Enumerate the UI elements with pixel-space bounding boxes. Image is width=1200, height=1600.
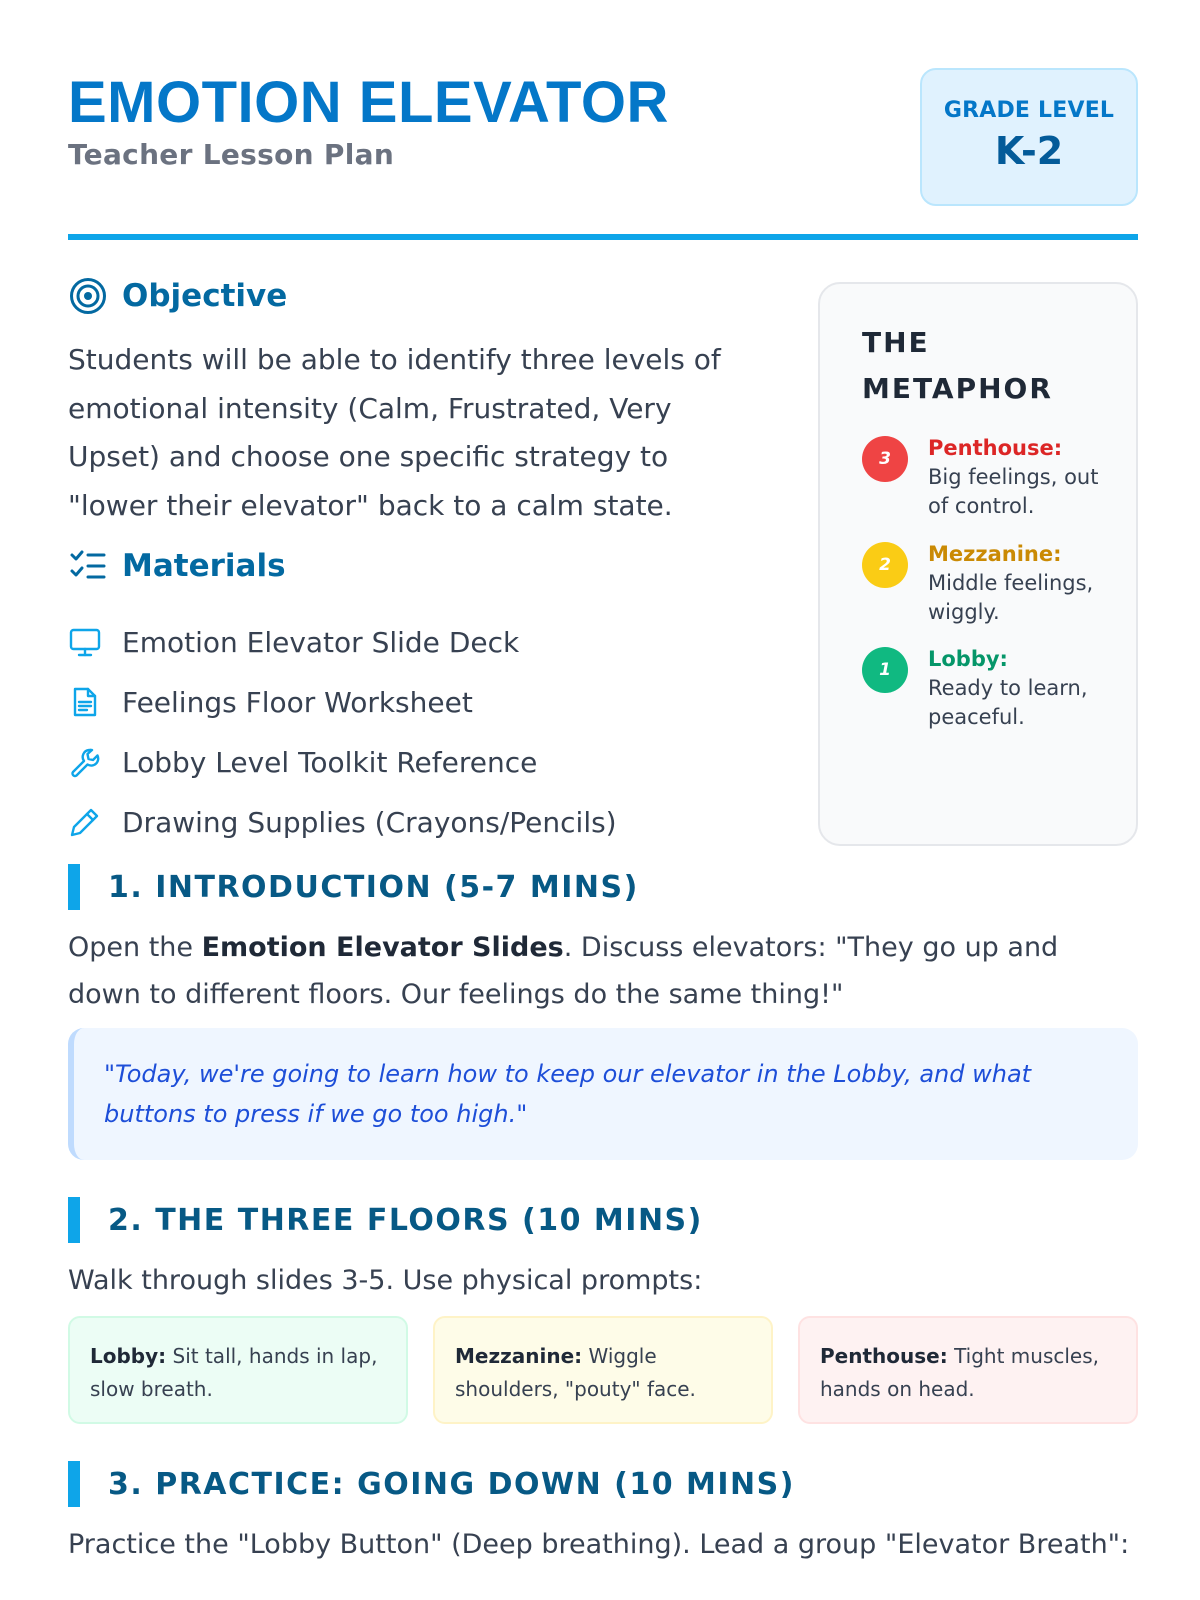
- monitor-icon: [68, 625, 102, 659]
- grade-level-value: K-2: [994, 129, 1064, 173]
- prompt-text: Sit tall, hands in lap, slow breath.: [90, 1344, 378, 1401]
- floor-number-badge: 1: [862, 647, 908, 693]
- floor-name: Penthouse:: [928, 436, 1063, 460]
- page-subtitle: Teacher Lesson Plan: [68, 138, 395, 171]
- section-heading-practice: [68, 1461, 795, 1507]
- prompt-card-lobby: [68, 1316, 408, 1424]
- material-label: Lobby Level Toolkit Reference: [122, 745, 538, 779]
- document-icon: [68, 685, 102, 719]
- prompt-label: Lobby:: [90, 1344, 167, 1368]
- metaphor-title: THE METAPHOR: [862, 326, 1053, 405]
- intro-text-start: Open the: [68, 932, 202, 963]
- three-floors-text: Walk through slides 3-5. Use physical prompts:: [68, 1265, 703, 1296]
- list-item: [68, 672, 758, 732]
- floor-description: Big feelings, out of control.: [928, 465, 1099, 518]
- floor-description: Middle feelings, wiggly.: [928, 571, 1094, 624]
- material-label: Feelings Floor Worksheet: [122, 685, 473, 719]
- floor-name: Mezzanine:: [928, 542, 1062, 566]
- introduction-text: [68, 924, 1138, 1018]
- floor-penthouse: [862, 434, 1112, 521]
- wrench-icon: [68, 745, 102, 779]
- list-item: [68, 792, 758, 852]
- intro-text-bold: Emotion Elevator Slides: [201, 932, 564, 963]
- section-title: 3. PRACTICE: GOING DOWN (10 MINS): [108, 1466, 795, 1502]
- floor-description: Ready to learn, peaceful.: [928, 676, 1088, 729]
- floor-text: [928, 434, 1112, 521]
- section-accent-bar: [68, 1197, 80, 1243]
- intro-text-end: . Discuss elevators: "They go up and down to different floors. Our feelings do the same thing!": [68, 932, 1059, 1010]
- prompt-card-penthouse: [798, 1316, 1138, 1424]
- materials-heading: [68, 546, 286, 586]
- physical-prompts: [68, 1316, 1138, 1424]
- practice-text: Practice the "Lobby Button" (Deep breathing). Lead a group "Elevator Breath":: [68, 1529, 1130, 1560]
- metaphor-card: [818, 282, 1138, 846]
- list-item: [68, 612, 758, 672]
- section-title: 2. THE THREE FLOORS (10 MINS): [108, 1202, 703, 1238]
- grade-level-badge: [920, 68, 1138, 206]
- floor-text: [928, 540, 1112, 627]
- page-title: EMOTION ELEVATOR: [68, 70, 669, 135]
- objective-text: Students will be able to identify three levels of emotional intensity (Calm, Frustrated, Very Upset) and choose one specific strategy to "lower their elevator" back to a calm state.: [68, 343, 721, 522]
- pencil-icon: [68, 805, 102, 839]
- target-icon: [68, 276, 108, 316]
- section-heading-three-floors: [68, 1197, 703, 1243]
- grade-level-label: GRADE LEVEL: [943, 98, 1115, 123]
- prompt-label: Mezzanine:: [455, 1344, 583, 1368]
- section-accent-bar: [68, 1461, 80, 1507]
- floor-mezzanine: [862, 540, 1112, 627]
- objective-title: Objective: [122, 278, 288, 314]
- prompt-text: Wiggle shoulders, "pouty" face.: [455, 1344, 696, 1401]
- objective-heading: [68, 276, 287, 316]
- teacher-quote: "Today, we're going to learn how to keep our elevator in the Lobby, and what buttons to press if we go too high.": [68, 1028, 1138, 1160]
- header: [68, 66, 1138, 242]
- prompt-label: Penthouse:: [820, 1344, 948, 1368]
- section-accent-bar: [68, 864, 80, 910]
- floor-number-badge: 3: [862, 436, 908, 482]
- materials-title: Materials: [122, 548, 286, 584]
- floor-number-badge: 2: [862, 542, 908, 588]
- floor-lobby: [862, 645, 1112, 732]
- header-divider: [68, 234, 1138, 240]
- section-title: 1. INTRODUCTION (5-7 MINS): [108, 869, 639, 905]
- material-label: Drawing Supplies (Crayons/Pencils): [122, 805, 617, 839]
- floor-name: Lobby:: [928, 647, 1008, 671]
- lesson-plan-page: [68, 0, 1138, 1600]
- floor-text: [928, 645, 1112, 732]
- list-item: [68, 732, 758, 792]
- prompt-text: Tight muscles, hands on head.: [820, 1344, 1100, 1401]
- section-heading-introduction: [68, 864, 639, 910]
- material-label: Emotion Elevator Slide Deck: [122, 625, 520, 659]
- checklist-icon: [68, 546, 108, 586]
- prompt-card-mezzanine: [433, 1316, 773, 1424]
- materials-list: [68, 612, 758, 852]
